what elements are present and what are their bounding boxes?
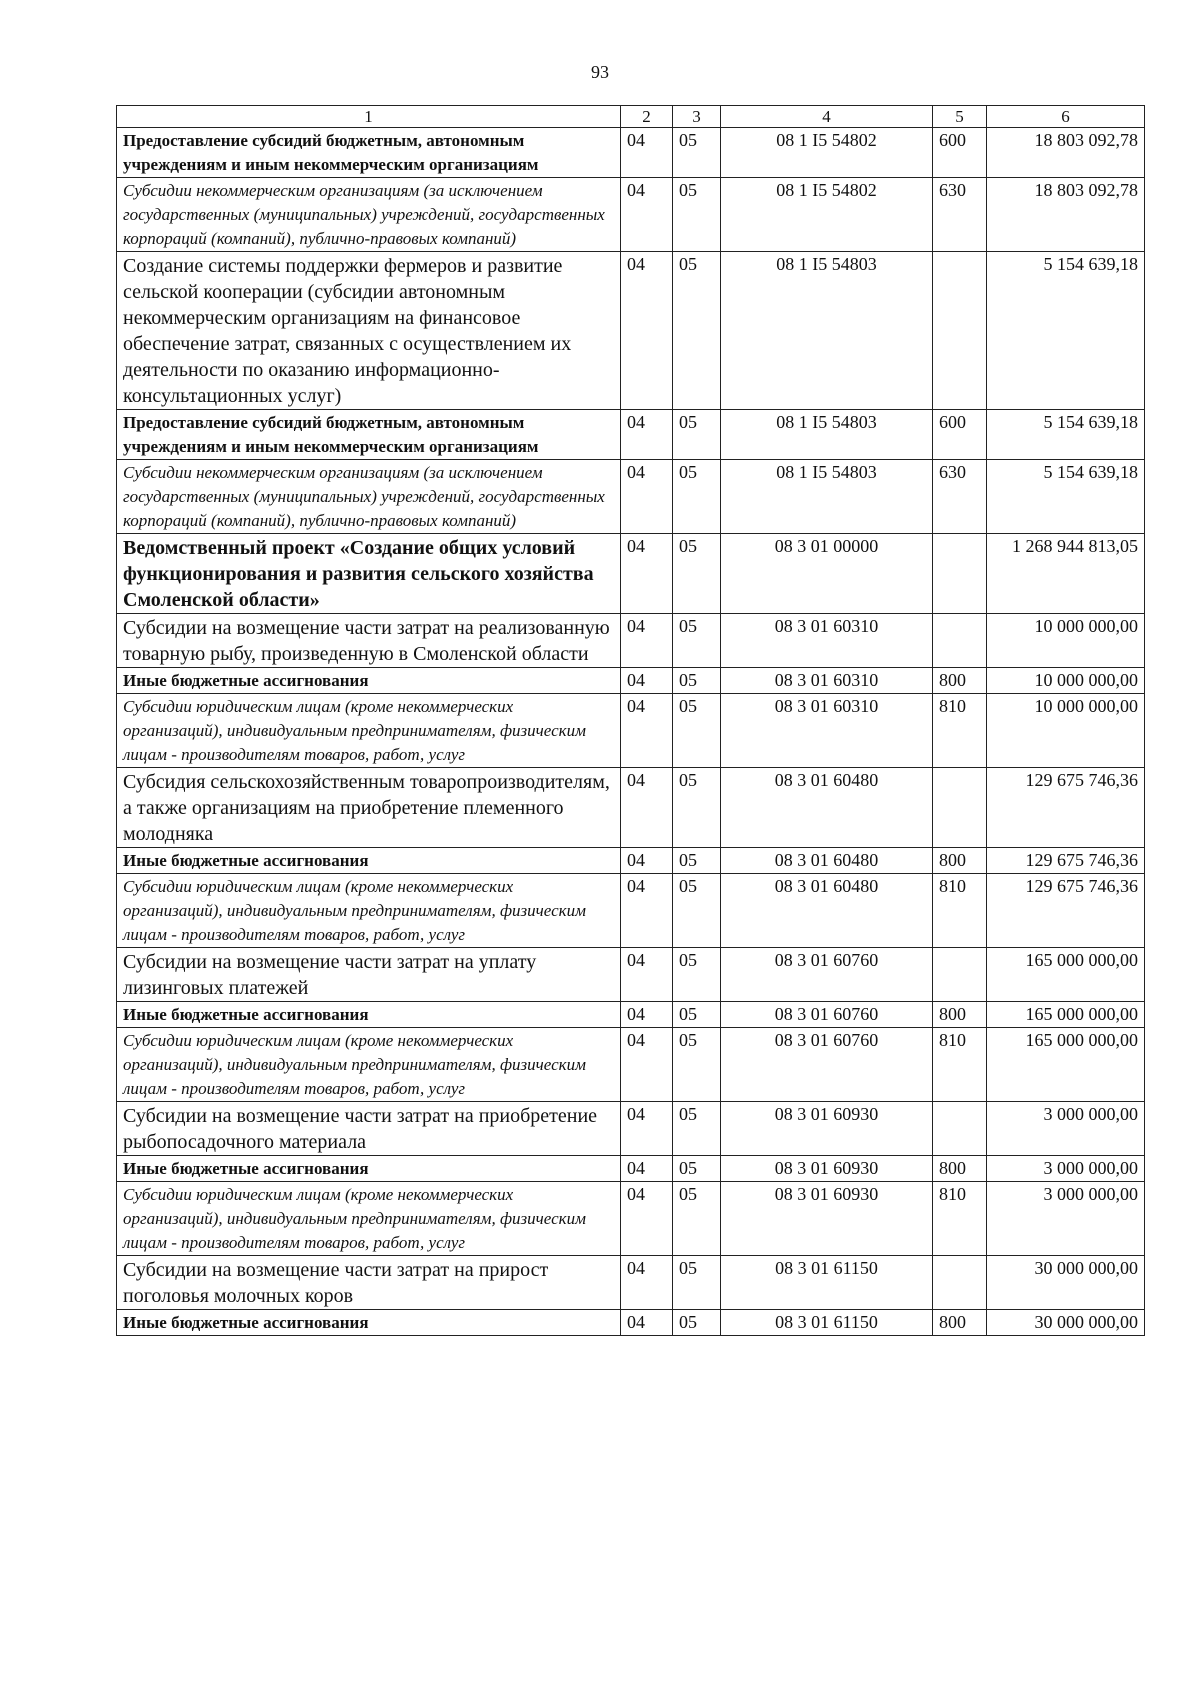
row-cell-c5: 800 [933, 848, 987, 874]
row-cell-c3: 05 [673, 1156, 721, 1182]
row-cell-c2: 04 [621, 460, 673, 534]
row-cell-c6: 129 675 746,36 [987, 848, 1145, 874]
table-row [117, 410, 1145, 460]
row-name: Субсидии на возмещение части затрат на приобретение рыбопосадочного материала [117, 1102, 621, 1156]
row-cell-c5 [933, 768, 987, 848]
row-cell-c3: 05 [673, 252, 721, 410]
row-cell-c2: 04 [621, 1028, 673, 1102]
table-row [117, 1182, 1145, 1256]
row-cell-c2: 04 [621, 1102, 673, 1156]
row-cell-c4: 08 3 01 61150 [721, 1256, 933, 1310]
row-cell-c2: 04 [621, 128, 673, 178]
header-cell-2: 2 [621, 106, 673, 128]
row-cell-c6: 10 000 000,00 [987, 668, 1145, 694]
row-cell-c5 [933, 1256, 987, 1310]
row-cell-c6: 165 000 000,00 [987, 1002, 1145, 1028]
row-cell-c6: 129 675 746,36 [987, 874, 1145, 948]
row-cell-c5 [933, 948, 987, 1002]
row-name: Иные бюджетные ассигнования [117, 848, 621, 874]
row-cell-c5: 800 [933, 1156, 987, 1182]
row-cell-c2: 04 [621, 1156, 673, 1182]
table-row [117, 614, 1145, 668]
row-cell-c2: 04 [621, 848, 673, 874]
row-name: Субсидии юридическим лицам (кроме некоммерческих организаций), индивидуальным предпринимателям, физическим лицам - производителям товаров, работ, услуг [117, 874, 621, 948]
table-row [117, 534, 1145, 614]
row-cell-c3: 05 [673, 1182, 721, 1256]
row-cell-c4: 08 3 01 60310 [721, 614, 933, 668]
row-name: Субсидии юридическим лицам (кроме некоммерческих организаций), индивидуальным предпринимателям, физическим лицам - производителям товаров, работ, услуг [117, 1028, 621, 1102]
row-cell-c5: 810 [933, 1182, 987, 1256]
row-cell-c2: 04 [621, 1256, 673, 1310]
row-cell-c3: 05 [673, 128, 721, 178]
row-cell-c5: 810 [933, 874, 987, 948]
table-row [117, 252, 1145, 410]
row-cell-c6: 30 000 000,00 [987, 1256, 1145, 1310]
row-cell-c3: 05 [673, 1102, 721, 1156]
row-cell-c4: 08 3 01 60760 [721, 1028, 933, 1102]
row-cell-c3: 05 [673, 1256, 721, 1310]
row-cell-c3: 05 [673, 1310, 721, 1336]
row-cell-c6: 3 000 000,00 [987, 1182, 1145, 1256]
header-cell-5: 5 [933, 106, 987, 128]
row-cell-c4: 08 3 01 60480 [721, 768, 933, 848]
row-cell-c5: 800 [933, 1310, 987, 1336]
row-cell-c6: 165 000 000,00 [987, 1028, 1145, 1102]
table-row [117, 1102, 1145, 1156]
row-cell-c6: 3 000 000,00 [987, 1156, 1145, 1182]
table-row [117, 848, 1145, 874]
row-name: Субсидии некоммерческим организациям (за исключением государственных (муниципальных) учреждений, государственных корпораций (компаний), публично-правовых компаний) [117, 178, 621, 252]
row-cell-c3: 05 [673, 1028, 721, 1102]
table-body [117, 106, 1145, 1336]
header-cell-4: 4 [721, 106, 933, 128]
table-row [117, 1002, 1145, 1028]
row-cell-c3: 05 [673, 768, 721, 848]
row-cell-c2: 04 [621, 410, 673, 460]
row-cell-c6: 5 154 639,18 [987, 252, 1145, 410]
row-cell-c3: 05 [673, 874, 721, 948]
row-cell-c5: 600 [933, 410, 987, 460]
row-name: Иные бюджетные ассигнования [117, 1156, 621, 1182]
row-cell-c5: 630 [933, 178, 987, 252]
row-cell-c6: 10 000 000,00 [987, 694, 1145, 768]
row-name: Ведомственный проект «Создание общих условий функционирования и развития сельского хозяйства Смоленской области» [117, 534, 621, 614]
row-cell-c6: 18 803 092,78 [987, 128, 1145, 178]
row-cell-c3: 05 [673, 534, 721, 614]
row-cell-c4: 08 3 01 60760 [721, 1002, 933, 1028]
row-cell-c5 [933, 252, 987, 410]
budget-table [116, 105, 1145, 1336]
row-cell-c4: 08 3 01 60930 [721, 1156, 933, 1182]
table-row [117, 1256, 1145, 1310]
row-cell-c2: 04 [621, 1310, 673, 1336]
row-cell-c6: 3 000 000,00 [987, 1102, 1145, 1156]
table-row [117, 948, 1145, 1002]
row-cell-c2: 04 [621, 694, 673, 768]
row-cell-c6: 5 154 639,18 [987, 460, 1145, 534]
row-cell-c3: 05 [673, 410, 721, 460]
row-cell-c5 [933, 1102, 987, 1156]
table-row [117, 874, 1145, 948]
row-name: Субсидии юридическим лицам (кроме некоммерческих организаций), индивидуальным предпринимателям, физическим лицам - производителям товаров, работ, услуг [117, 694, 621, 768]
header-cell-6: 6 [987, 106, 1145, 128]
row-cell-c4: 08 3 01 00000 [721, 534, 933, 614]
row-cell-c4: 08 3 01 60930 [721, 1182, 933, 1256]
row-cell-c3: 05 [673, 694, 721, 768]
table-row [117, 178, 1145, 252]
row-cell-c6: 10 000 000,00 [987, 614, 1145, 668]
row-cell-c2: 04 [621, 768, 673, 848]
row-cell-c2: 04 [621, 874, 673, 948]
row-name: Иные бюджетные ассигнования [117, 1002, 621, 1028]
table-row [117, 1310, 1145, 1336]
row-name: Создание системы поддержки фермеров и развитие сельской кооперации (субсидии автономным некоммерческим организациям на финансовое обеспечение затрат, связанных с осуществлением их деятельности по оказанию информационно-консультационных услуг) [117, 252, 621, 410]
row-cell-c4: 08 1 I5 54802 [721, 178, 933, 252]
row-cell-c6: 5 154 639,18 [987, 410, 1145, 460]
row-cell-c3: 05 [673, 668, 721, 694]
header-cell-1: 1 [117, 106, 621, 128]
row-cell-c5: 810 [933, 694, 987, 768]
row-cell-c2: 04 [621, 252, 673, 410]
row-cell-c3: 05 [673, 1002, 721, 1028]
row-cell-c2: 04 [621, 1002, 673, 1028]
row-cell-c3: 05 [673, 460, 721, 534]
row-cell-c3: 05 [673, 614, 721, 668]
row-cell-c5: 630 [933, 460, 987, 534]
row-cell-c4: 08 3 01 60930 [721, 1102, 933, 1156]
row-cell-c5 [933, 614, 987, 668]
row-cell-c5: 800 [933, 668, 987, 694]
table-row [117, 1156, 1145, 1182]
row-name: Субсидии юридическим лицам (кроме некоммерческих организаций), индивидуальным предпринимателям, физическим лицам - производителям товаров, работ, услуг [117, 1182, 621, 1256]
row-cell-c3: 05 [673, 848, 721, 874]
row-cell-c2: 04 [621, 534, 673, 614]
row-name: Предоставление субсидий бюджетным, автономным учреждениям и иным некоммерческим организациям [117, 410, 621, 460]
table-row [117, 694, 1145, 768]
row-cell-c2: 04 [621, 668, 673, 694]
row-cell-c3: 05 [673, 178, 721, 252]
header-row [117, 106, 1145, 128]
table-row [117, 460, 1145, 534]
row-cell-c5: 800 [933, 1002, 987, 1028]
row-cell-c4: 08 1 I5 54802 [721, 128, 933, 178]
row-name: Субсидии на возмещение части затрат на прирост поголовья молочных коров [117, 1256, 621, 1310]
row-cell-c6: 165 000 000,00 [987, 948, 1145, 1002]
row-name: Субсидия сельскохозяйственным товаропроизводителям, а также организациям на приобретение племенного молодняка [117, 768, 621, 848]
row-name: Субсидии некоммерческим организациям (за исключением государственных (муниципальных) учреждений, государственных корпораций (компаний), публично-правовых компаний) [117, 460, 621, 534]
row-cell-c5 [933, 534, 987, 614]
row-cell-c4: 08 1 I5 54803 [721, 460, 933, 534]
row-cell-c5: 810 [933, 1028, 987, 1102]
row-cell-c4: 08 1 I5 54803 [721, 252, 933, 410]
page-number: 93 [591, 62, 609, 82]
row-name: Иные бюджетные ассигнования [117, 1310, 621, 1336]
row-cell-c4: 08 3 01 61150 [721, 1310, 933, 1336]
table-row [117, 668, 1145, 694]
row-cell-c2: 04 [621, 948, 673, 1002]
row-cell-c5: 600 [933, 128, 987, 178]
row-name: Субсидии на возмещение части затрат на реализованную товарную рыбу, произведенную в Смоленской области [117, 614, 621, 668]
row-cell-c6: 1 268 944 813,05 [987, 534, 1145, 614]
row-cell-c4: 08 3 01 60480 [721, 848, 933, 874]
header-cell-3: 3 [673, 106, 721, 128]
row-cell-c4: 08 3 01 60310 [721, 668, 933, 694]
row-cell-c4: 08 1 I5 54803 [721, 410, 933, 460]
row-name: Предоставление субсидий бюджетным, автономным учреждениям и иным некоммерческим организациям [117, 128, 621, 178]
row-cell-c4: 08 3 01 60760 [721, 948, 933, 1002]
row-cell-c6: 30 000 000,00 [987, 1310, 1145, 1336]
table-row [117, 768, 1145, 848]
table-row [117, 1028, 1145, 1102]
row-name: Субсидии на возмещение части затрат на уплату лизинговых платежей [117, 948, 621, 1002]
row-cell-c4: 08 3 01 60310 [721, 694, 933, 768]
row-cell-c2: 04 [621, 178, 673, 252]
table-row [117, 128, 1145, 178]
row-cell-c4: 08 3 01 60480 [721, 874, 933, 948]
row-cell-c2: 04 [621, 614, 673, 668]
row-cell-c3: 05 [673, 948, 721, 1002]
row-name: Иные бюджетные ассигнования [117, 668, 621, 694]
row-cell-c6: 129 675 746,36 [987, 768, 1145, 848]
row-cell-c6: 18 803 092,78 [987, 178, 1145, 252]
row-cell-c2: 04 [621, 1182, 673, 1256]
